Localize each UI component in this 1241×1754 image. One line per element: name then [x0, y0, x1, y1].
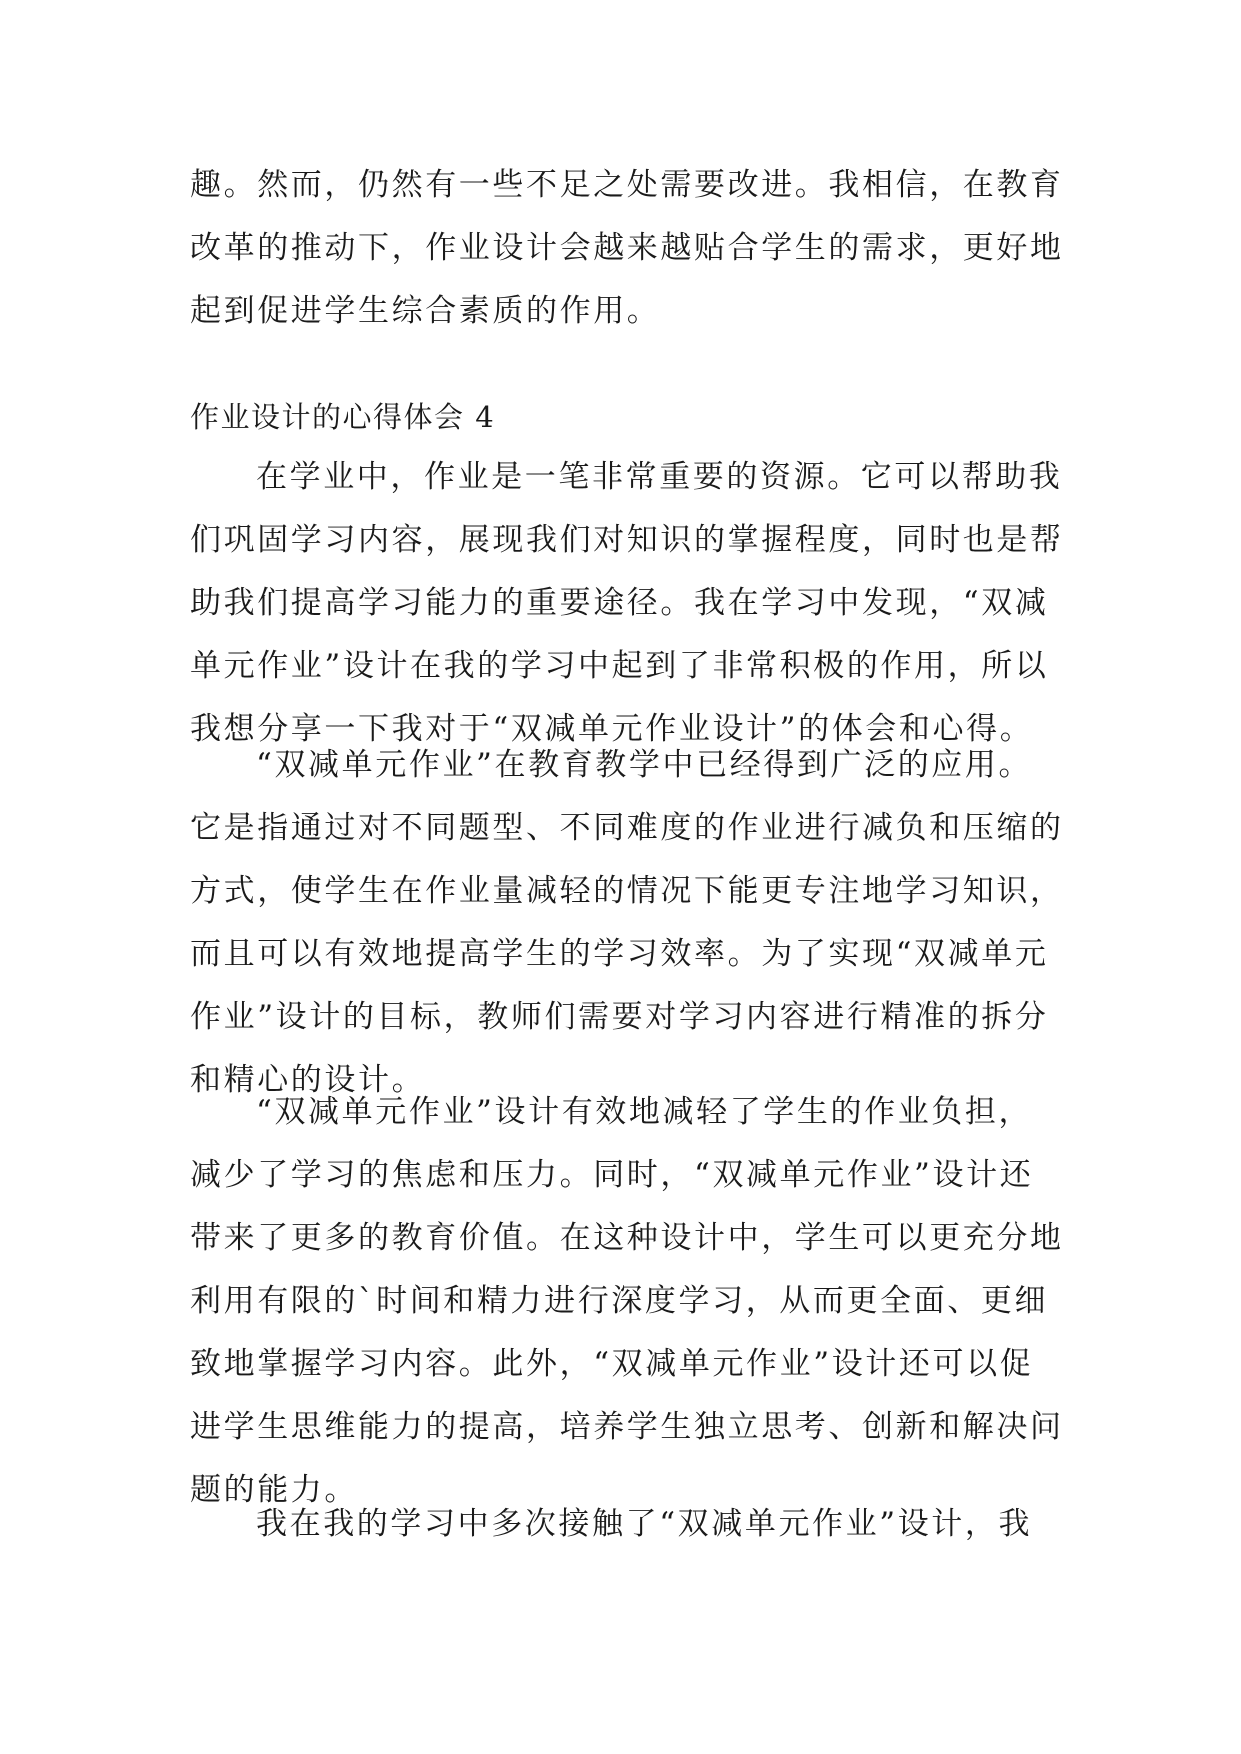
paragraph-2: [190, 734, 1064, 1112]
paragraph-line: 们巩固学习内容，展现我们对知识的掌握程度，同时也是帮: [190, 522, 1064, 558]
paragraph-line: 进学生思维能力的提高，培养学生独立思考、创新和解决问: [190, 1409, 1064, 1445]
paragraph-line: 改革的推动下，作业设计会越来越贴合学生的需求，更好地: [190, 230, 1064, 266]
paragraph-line: 趣。然而，仍然有一些不足之处需要改进。我相信，在教育: [190, 167, 1064, 203]
intro-paragraph: [190, 154, 1064, 343]
paragraph-line: 方式，使学生在作业量减轻的情况下能更专注地学习知识，: [190, 873, 1064, 909]
paragraph-line: 我在我的学习中多次接触了“双减单元作业”设计，我: [256, 1506, 1033, 1542]
paragraph-line: 致地掌握学习内容。此外，“双减单元作业”设计还可以促: [190, 1346, 1034, 1382]
paragraph-line: 作业”设计的目标，教师们需要对学习内容进行精准的拆分: [190, 999, 1049, 1035]
paragraph-4: [190, 1493, 1060, 1556]
paragraph-line: 助我们提高学习能力的重要途径。我在学习中发现，“双减: [190, 585, 1049, 621]
paragraph-line: “双减单元作业”在教育教学中已经得到广泛的应用。: [256, 747, 1033, 783]
paragraph-line: “双减单元作业”设计有效地减轻了学生的作业负担，: [256, 1094, 1033, 1130]
paragraph-line: 题的能力。: [190, 1472, 358, 1508]
paragraph-line: 起到促进学生综合素质的作用。: [190, 293, 661, 329]
paragraph-line: 减少了学习的焦虑和压力。同时，“双减单元作业”设计还: [190, 1157, 1034, 1193]
paragraph-3: [190, 1081, 1064, 1522]
paragraph-line: 单元作业”设计在我的学习中起到了非常积极的作用，所以: [190, 648, 1049, 684]
section-heading: 作业设计的心得体会 4: [190, 400, 496, 434]
paragraph-line: 和精心的设计。: [190, 1062, 426, 1098]
paragraph-line: 我想分享一下我对于“双减单元作业设计”的体会和心得。: [190, 711, 1034, 747]
paragraph-line: 利用有限的`时间和精力进行深度学习，从而更全面、更细: [190, 1283, 1049, 1319]
section-heading-block: [190, 386, 1060, 449]
paragraph-line: 它是指通过对不同题型、不同难度的作业进行减负和压缩的: [190, 810, 1064, 846]
paragraph-line: 在学业中，作业是一笔非常重要的资源。它可以帮助我: [256, 459, 1063, 495]
paragraph-1: [190, 446, 1064, 761]
paragraph-line: 带来了更多的教育价值。在这种设计中，学生可以更充分地: [190, 1220, 1064, 1256]
paragraph-line: 而且可以有效地提高学生的学习效率。为了实现“双减单元: [190, 936, 1049, 972]
